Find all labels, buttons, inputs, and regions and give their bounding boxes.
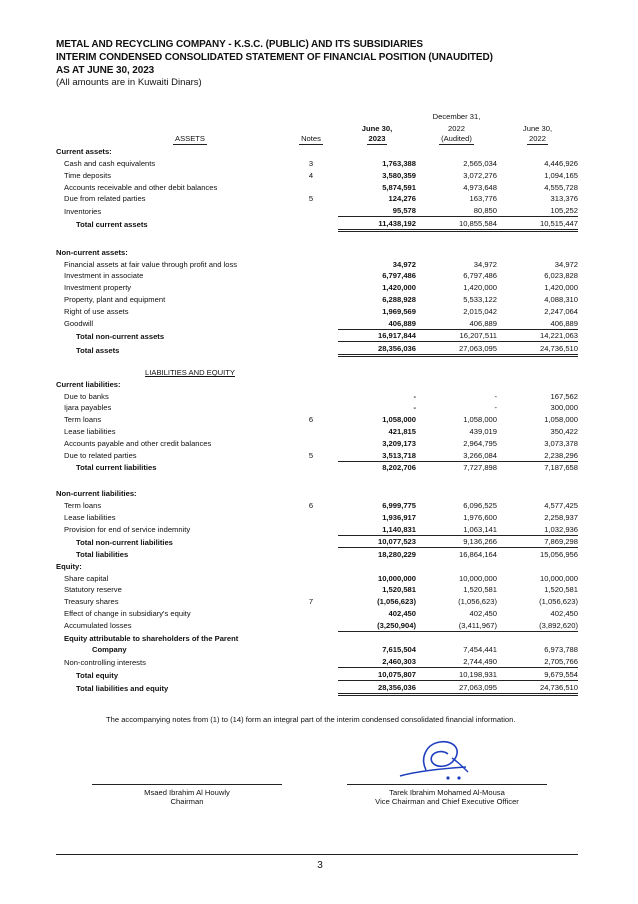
row-value-jun-2022: 2,247,064 xyxy=(544,306,578,316)
section-heading xyxy=(56,366,578,378)
row-note xyxy=(284,204,338,216)
row-label: Total current assets xyxy=(76,220,148,230)
table-row xyxy=(56,619,578,631)
row-value-jun-2022: 300,000 xyxy=(550,403,578,413)
row-value-2023: 6,288,928 xyxy=(382,294,416,304)
row-value-jun-2022: 1,520,581 xyxy=(544,585,578,595)
row-label: Inventories xyxy=(64,206,102,216)
row-value-jun-2022: 105,252 xyxy=(550,206,578,216)
row-label: Time deposits xyxy=(64,170,111,180)
section-heading xyxy=(56,246,578,258)
row-label: Financial assets at fair value through profit and loss xyxy=(64,259,238,269)
row-label: Investment in associate xyxy=(64,271,144,281)
row-value-dec-2022: 16,207,511 xyxy=(416,329,497,342)
row-value-2023: 1,420,000 xyxy=(382,283,416,293)
notes-footnote: The accompanying notes from (1) to (14) form an integral part of the interim condensed consolidated financial information. xyxy=(106,715,516,724)
row-note: 6 xyxy=(308,500,314,510)
row-value-jun-2022: 6,023,828 xyxy=(544,271,578,281)
statement-header xyxy=(56,38,616,89)
row-note xyxy=(284,681,338,695)
row-note xyxy=(284,258,338,270)
row-value-jun-2022: 1,058,000 xyxy=(544,415,578,425)
row-note xyxy=(284,329,338,342)
col1-header-line1: June 30, xyxy=(361,123,393,133)
current-liabilities-heading: Current liabilities: xyxy=(56,379,121,389)
row-label: Ijara payables xyxy=(64,403,112,413)
row-value-jun-2022: 6,973,788 xyxy=(544,645,578,655)
table-row xyxy=(56,425,578,437)
equity-heading: Equity: xyxy=(56,561,82,571)
row-value-dec-2022: 6,797,486 xyxy=(463,271,497,281)
page-number: 3 xyxy=(317,860,323,871)
row-value-dec-2022: 10,198,931 xyxy=(416,668,497,681)
row-value-dec-2022: 439,019 xyxy=(469,426,497,436)
row-label: Non-controlling interests xyxy=(64,657,146,667)
row-value-jun-2022: 9,679,554 xyxy=(497,668,578,681)
total-row xyxy=(56,548,578,560)
row-value-jun-2022: 167,562 xyxy=(550,391,578,401)
row-label: Lease liabilities xyxy=(64,512,116,522)
col1-header-line2: 2023 xyxy=(368,134,386,144)
row-note xyxy=(284,619,338,631)
section-heading xyxy=(56,487,578,499)
row-value-2023: 3,513,718 xyxy=(382,450,416,460)
row-note xyxy=(284,584,338,596)
row-value-dec-2022: 3,072,276 xyxy=(463,170,497,180)
row-value-dec-2022: 16,864,164 xyxy=(416,548,497,560)
row-value-2023: 10,077,523 xyxy=(338,535,416,548)
row-value-jun-2022: 15,056,956 xyxy=(497,548,578,560)
table-row xyxy=(56,655,578,667)
row-value-dec-2022: 1,058,000 xyxy=(463,415,497,425)
row-label: Total liabilities xyxy=(76,550,129,560)
notes-heading: Notes xyxy=(301,134,321,144)
row-note xyxy=(284,281,338,293)
total-row xyxy=(56,329,578,342)
row-value-jun-2022: 14,221,063 xyxy=(497,329,578,342)
row-value-jun-2022: (3,892,620) xyxy=(539,620,578,630)
col2-header-line2: 2022 xyxy=(448,123,465,133)
row-value-2023: 95,578 xyxy=(392,206,416,216)
row-note xyxy=(284,655,338,667)
chairman-title: Chairman xyxy=(170,797,204,806)
row-value-dec-2022: 2,015,042 xyxy=(463,306,497,316)
row-value-2023: 10,000,000 xyxy=(377,573,416,583)
table-row xyxy=(56,523,578,535)
row-note xyxy=(284,425,338,437)
row-value-dec-2022: 10,000,000 xyxy=(458,573,497,583)
row-value-2023: 5,874,591 xyxy=(382,182,416,192)
row-label: Property, plant and equipment xyxy=(64,294,166,304)
row-value-jun-2022: 406,889 xyxy=(550,318,578,328)
table-row xyxy=(56,193,578,205)
row-value-dec-2022: 10,855,584 xyxy=(416,217,497,231)
row-value-jun-2022: 4,555,728 xyxy=(544,182,578,192)
row-value-jun-2022: 4,577,425 xyxy=(544,500,578,510)
signature-line xyxy=(92,784,282,785)
row-value-2023: 2,460,303 xyxy=(382,657,416,667)
table-row xyxy=(56,305,578,317)
row-value-2023: 406,889 xyxy=(388,318,416,328)
table-row xyxy=(56,631,578,643)
row-value-jun-2022: 10,515,447 xyxy=(497,217,578,231)
ceo-name: Tarek Ibrahim Mohamed Al-Mousa xyxy=(389,788,505,797)
row-value-jun-2022: 1,420,000 xyxy=(544,283,578,293)
non-current-liabilities-heading: Non-current liabilities: xyxy=(56,489,137,499)
total-row xyxy=(56,535,578,548)
table-row xyxy=(56,181,578,193)
total-row xyxy=(56,342,578,356)
row-note xyxy=(284,572,338,584)
signature-mark xyxy=(396,736,478,782)
row-value-2023: 6,797,486 xyxy=(382,271,416,281)
row-note: 6 xyxy=(308,415,314,425)
row-value-2023: 1,969,569 xyxy=(382,306,416,316)
row-value-jun-2022: 1,032,936 xyxy=(544,524,578,534)
row-value-jun-2022: 350,422 xyxy=(550,426,578,436)
assets-heading: ASSETS xyxy=(175,134,205,144)
row-label: Effect of change in subsidiary's equity xyxy=(64,609,191,619)
signature-line xyxy=(347,784,547,785)
total-row xyxy=(56,644,578,656)
section-heading xyxy=(56,378,578,390)
row-value-dec-2022: 6,096,525 xyxy=(463,500,497,510)
row-note xyxy=(284,511,338,523)
table-row xyxy=(56,157,578,169)
table-row xyxy=(56,317,578,329)
table-row xyxy=(56,449,578,461)
row-label-line1: Equity attributable to shareholders of the Parent xyxy=(64,633,239,643)
row-value-dec-2022: 5,533,122 xyxy=(463,294,497,304)
row-note xyxy=(284,217,338,231)
table-row xyxy=(56,293,578,305)
row-value-jun-2022: 24,736,510 xyxy=(497,342,578,356)
table-row xyxy=(56,258,578,270)
row-note xyxy=(284,402,338,414)
table-row xyxy=(56,511,578,523)
company-name: METAL AND RECYCLING COMPANY - K.S.C. (PUBLIC) AND ITS SUBSIDIARIES xyxy=(56,39,423,50)
row-label: Treasury shares xyxy=(64,597,119,607)
total-row xyxy=(56,217,578,231)
row-value-2023: 1,763,388 xyxy=(382,158,416,168)
row-label: Due to related parties xyxy=(64,451,137,461)
row-note xyxy=(284,342,338,356)
row-value-dec-2022: 2,964,795 xyxy=(463,438,497,448)
row-value-2023: 1,520,581 xyxy=(382,585,416,595)
table-row xyxy=(56,169,578,181)
row-value-jun-2022: 402,450 xyxy=(550,609,578,619)
row-value-jun-2022: 313,376 xyxy=(550,194,578,204)
row-value-2023: - xyxy=(413,403,416,413)
total-row xyxy=(56,461,578,473)
row-value-2023: 34,972 xyxy=(392,259,416,269)
ceo-title: Vice Chairman and Chief Executive Officer xyxy=(375,797,519,806)
column-header-row-1 xyxy=(56,110,578,122)
row-label: Lease liabilities xyxy=(64,426,116,436)
row-label: Share capital xyxy=(64,573,109,583)
row-note: 5 xyxy=(308,194,314,204)
row-value-dec-2022: 2,744,490 xyxy=(463,657,497,667)
row-value-2023: 124,276 xyxy=(388,194,416,204)
row-value-jun-2022: 7,187,658 xyxy=(497,461,578,473)
column-header-row-3 xyxy=(56,134,578,146)
row-value-dec-2022: 163,776 xyxy=(469,194,497,204)
ceo-signature-block xyxy=(347,784,547,806)
row-value-dec-2022: 34,972 xyxy=(473,259,497,269)
row-value-2023: (3,250,904) xyxy=(377,620,416,630)
row-value-dec-2022: 80,850 xyxy=(473,206,497,216)
row-value-dec-2022: 1,420,000 xyxy=(463,283,497,293)
row-value-dec-2022: 2,565,034 xyxy=(463,158,497,168)
row-value-2023: 3,580,359 xyxy=(382,170,416,180)
row-label: Provision for end of service indemnity xyxy=(64,525,191,534)
row-value-2023: 16,917,844 xyxy=(338,329,416,342)
row-value-dec-2022: 1,063,141 xyxy=(463,524,497,534)
row-value-jun-2022: 2,705,766 xyxy=(544,657,578,667)
row-label: Goodwill xyxy=(64,319,94,329)
row-label: Accounts receivable and other debit balances xyxy=(64,182,218,192)
footer-rule xyxy=(56,854,578,855)
row-value-dec-2022: 27,063,095 xyxy=(416,681,497,695)
row-value-2023: 28,356,036 xyxy=(338,342,416,356)
row-note: 4 xyxy=(308,170,314,180)
row-value-2023: 11,438,192 xyxy=(338,217,416,231)
row-value-dec-2022: (1,056,623) xyxy=(458,597,497,607)
row-value-jun-2022: 3,073,378 xyxy=(544,438,578,448)
row-value-dec-2022: 1,976,600 xyxy=(463,512,497,522)
table-row xyxy=(56,584,578,596)
row-value-2023: - xyxy=(413,391,416,401)
row-value-jun-2022: 34,972 xyxy=(554,259,578,269)
financial-position-table xyxy=(56,110,578,696)
row-value-2023: 10,075,807 xyxy=(338,668,416,681)
row-label: Investment property xyxy=(64,283,132,293)
chairman-signature-block xyxy=(92,784,282,806)
row-note xyxy=(284,293,338,305)
currency-note: (All amounts are in Kuwaiti Dinars) xyxy=(56,77,202,88)
row-note xyxy=(284,548,338,560)
row-value-dec-2022: 7,727,898 xyxy=(416,461,497,473)
row-value-jun-2022: 24,736,510 xyxy=(497,681,578,695)
col3-header-line2: 2022 xyxy=(529,134,546,144)
row-label: Total non-current assets xyxy=(76,331,165,341)
table-row xyxy=(56,607,578,619)
row-value-2023: 7,615,504 xyxy=(382,645,416,655)
row-value-dec-2022: 27,063,095 xyxy=(416,342,497,356)
row-note xyxy=(284,523,338,535)
row-value-2023: 421,815 xyxy=(388,426,416,436)
row-value-jun-2022: 7,869,298 xyxy=(497,535,578,548)
row-value-2023: 6,999,775 xyxy=(382,500,416,510)
row-value-dec-2022: 402,450 xyxy=(469,609,497,619)
row-value-dec-2022: 1,520,581 xyxy=(463,585,497,595)
row-note xyxy=(284,668,338,681)
total-row xyxy=(56,668,578,681)
row-note: 7 xyxy=(308,597,314,607)
table-row xyxy=(56,572,578,584)
table-row xyxy=(56,270,578,282)
statement-title: INTERIM CONDENSED CONSOLIDATED STATEMENT OF FINANCIAL POSITION (UNAUDITED) xyxy=(56,52,493,63)
row-label: Due to banks xyxy=(64,391,109,401)
col3-header-line1: June 30, xyxy=(522,123,553,133)
row-note xyxy=(284,305,338,317)
row-value-jun-2022: 2,238,296 xyxy=(544,450,578,460)
row-value-jun-2022: 4,088,310 xyxy=(544,294,578,304)
row-note xyxy=(284,317,338,329)
column-header-row-2 xyxy=(56,122,578,134)
row-value-dec-2022: - xyxy=(494,391,497,401)
row-value-jun-2022: 10,000,000 xyxy=(539,573,578,583)
row-value-2023: 402,450 xyxy=(388,609,416,619)
current-assets-heading: Current assets: xyxy=(56,147,112,157)
row-value-jun-2022: 1,094,165 xyxy=(544,170,578,180)
row-label: Total liabilities and equity xyxy=(76,684,169,694)
row-note xyxy=(284,437,338,449)
row-value-dec-2022: (3,411,967) xyxy=(458,620,497,630)
row-label: Right of use assets xyxy=(64,306,129,316)
row-note xyxy=(284,607,338,619)
chairman-name: Msaed Ibrahim Al Houwly xyxy=(144,788,230,797)
row-label: Total current liabilities xyxy=(76,463,157,473)
table-row xyxy=(56,281,578,293)
row-value-2023: 1,058,000 xyxy=(382,415,416,425)
statement-date: AS AT JUNE 30, 2023 xyxy=(56,65,155,76)
row-value-2023: 8,202,706 xyxy=(338,461,416,473)
liabilities-equity-heading: LIABILITIES AND EQUITY xyxy=(145,367,235,377)
row-note xyxy=(284,270,338,282)
total-row xyxy=(56,681,578,695)
table-row xyxy=(56,402,578,414)
row-value-2023: 28,356,036 xyxy=(338,681,416,695)
col2-header-line1: December 31, xyxy=(432,111,481,121)
row-label: Company xyxy=(92,645,127,655)
row-value-dec-2022: 3,266,084 xyxy=(463,450,497,460)
row-label: Due from related parties xyxy=(64,194,146,204)
table-row xyxy=(56,499,578,511)
row-label: Statutory reserve xyxy=(64,585,122,595)
row-value-2023: 1,140,831 xyxy=(382,524,416,534)
table-row xyxy=(56,204,578,216)
row-note xyxy=(284,390,338,402)
col2-header-line3: (Audited) xyxy=(441,134,472,144)
row-value-2023: (1,056,623) xyxy=(377,597,416,607)
row-value-jun-2022: 4,446,926 xyxy=(544,158,578,168)
table-row xyxy=(56,413,578,425)
row-note xyxy=(284,535,338,548)
row-note: 3 xyxy=(308,158,314,168)
row-value-2023: 18,280,229 xyxy=(338,548,416,560)
row-note: 5 xyxy=(308,451,314,461)
row-label: Accounts payable and other credit balances xyxy=(64,438,212,448)
non-current-assets-heading: Non-current assets: xyxy=(56,247,128,257)
row-label: Cash and cash equivalents xyxy=(64,158,156,168)
row-label: Term loans xyxy=(64,500,102,510)
row-value-jun-2022: 2,258,937 xyxy=(544,512,578,522)
table-row xyxy=(56,595,578,607)
section-heading xyxy=(56,560,578,572)
row-value-jun-2022: (1,056,623) xyxy=(539,597,578,607)
row-value-dec-2022: 4,973,648 xyxy=(463,182,497,192)
row-note xyxy=(284,181,338,193)
row-value-2023: 3,209,173 xyxy=(382,438,416,448)
row-value-2023: 1,936,917 xyxy=(382,512,416,522)
row-label: Accumulated losses xyxy=(64,621,132,631)
row-label: Total assets xyxy=(76,345,120,355)
row-label: Total equity xyxy=(76,670,119,680)
row-value-dec-2022: 9,136,266 xyxy=(416,535,497,548)
row-value-dec-2022: - xyxy=(494,403,497,413)
table-row xyxy=(56,437,578,449)
table-row xyxy=(56,390,578,402)
row-note xyxy=(284,461,338,473)
row-label: Total non-current liabilities xyxy=(76,537,173,547)
row-note xyxy=(284,644,338,656)
row-label: Term loans xyxy=(64,415,102,425)
section-heading xyxy=(56,145,578,157)
row-value-dec-2022: 7,454,441 xyxy=(463,645,497,655)
row-value-dec-2022: 406,889 xyxy=(469,318,497,328)
